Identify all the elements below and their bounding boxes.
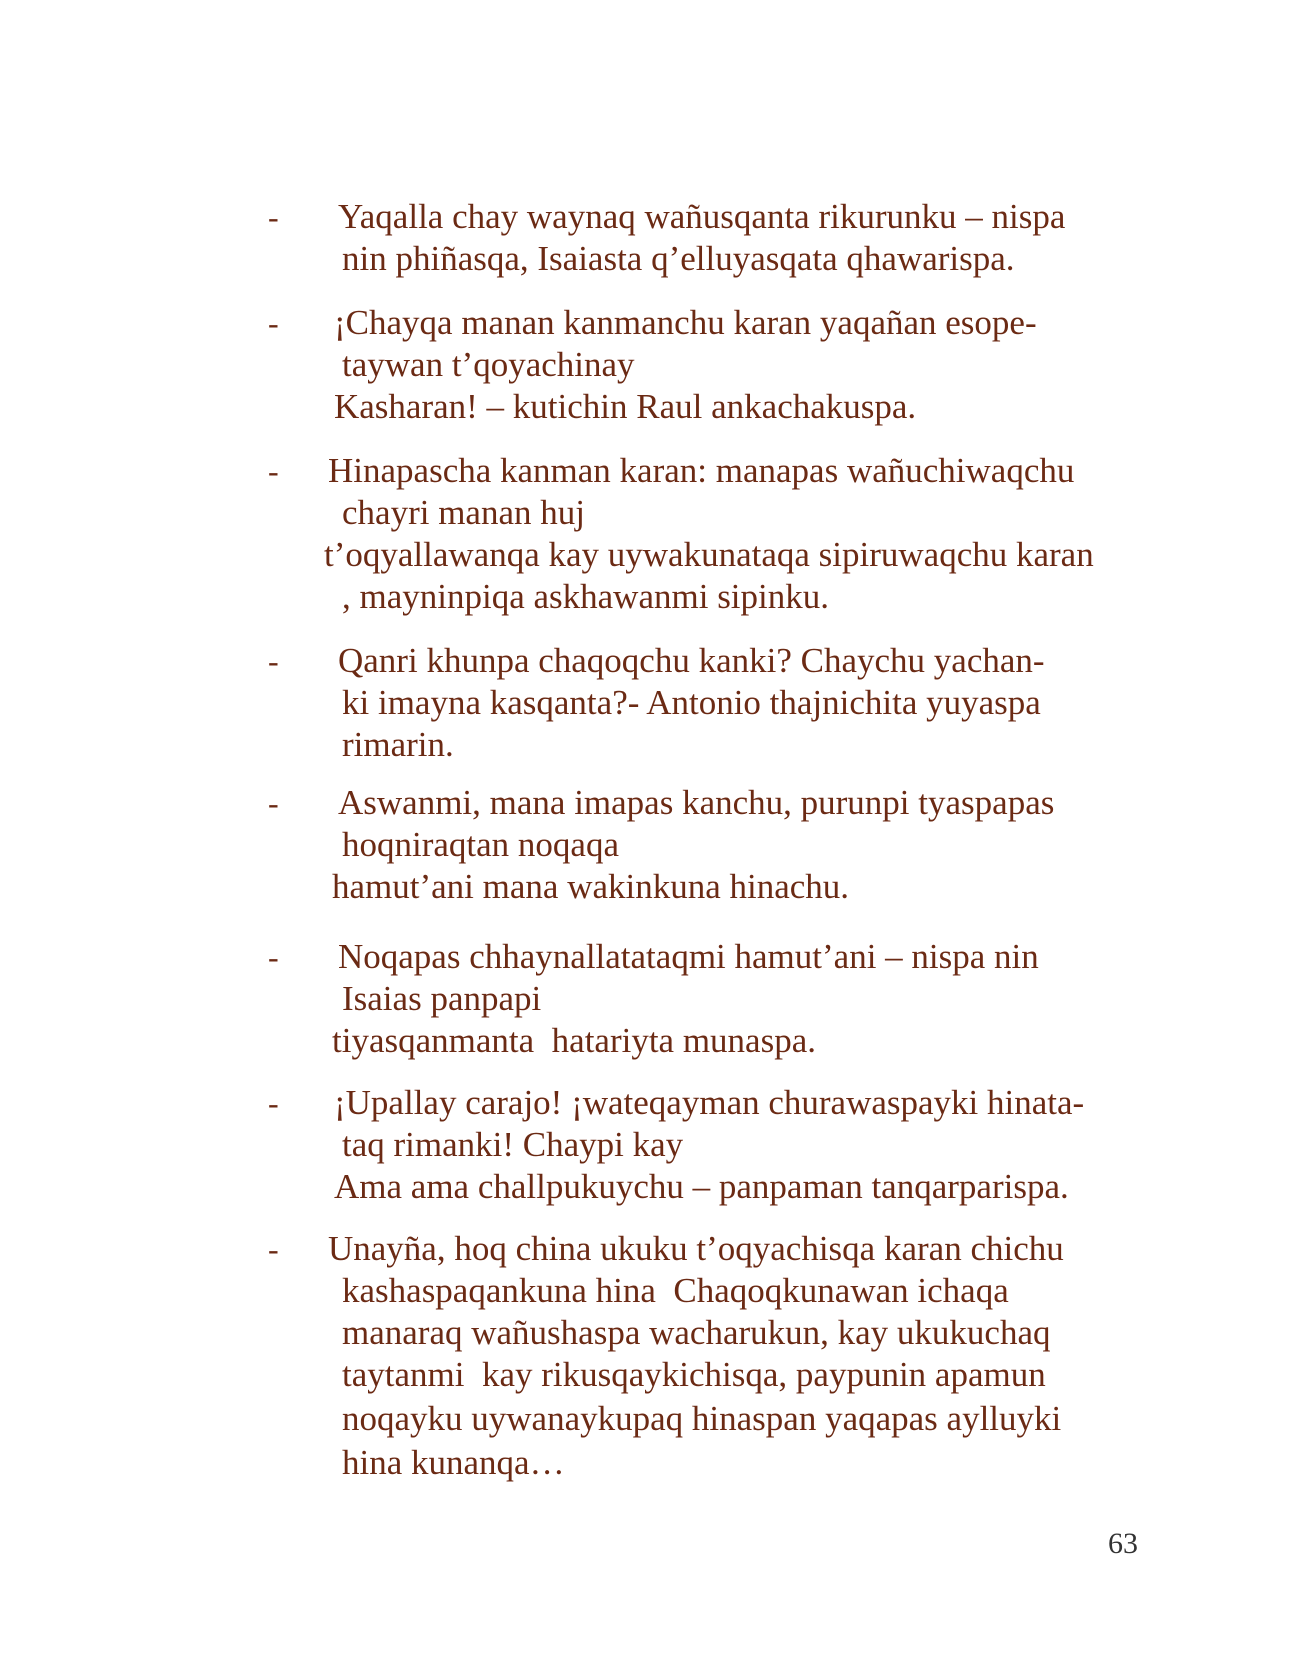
text-line: chayri manan huj [342,493,585,532]
text-line: nin phiñasqa, Isaiasta q’elluyasqata qhawarispa. [342,239,1015,278]
dialogue-dash: - [268,1231,279,1267]
text-line: ¡Upallay carajo! ¡wateqayman churawaspayki hinata- [334,1083,1085,1122]
text-line: ki imayna kasqanta?- Antonio thajnichita yuyaspa [342,683,1041,722]
text-line: , mayninpiqa askhawanmi sipinku. [342,577,830,616]
text-line: kashaspaqankuna hina Chaqoqkunawan ichaqa [342,1271,1009,1310]
text-line: hina kunanqa… [342,1443,565,1482]
dialogue-dash: - [268,939,279,975]
text-line: Isaias panpapi [342,979,542,1018]
text-line: Aswanmi, mana imapas kanchu, purunpi tyaspapas [338,783,1055,822]
text-line: rimarin. [342,725,454,764]
page-number: 63 [1108,1527,1138,1560]
text-line: ¡Chayqa manan kanmanchu karan yaqañan esope- [334,303,1037,342]
text-line: hoqniraqtan noqaqa [342,825,619,864]
text-line: tiyasqanmanta hatariyta munaspa. [332,1021,817,1060]
dialogue-dash: - [268,199,279,235]
text-line: Yaqalla chay waynaq wañusqanta rikurunku – nispa [338,197,1066,236]
text-line: Kasharan! – kutichin Raul ankachakuspa. [334,387,917,426]
text-line: taq rimanki! Chaypi kay [342,1125,684,1164]
dialogue-dash: - [268,1085,279,1121]
dialogue-dash: - [268,453,279,489]
text-line: taytanmi kay rikusqaykichisqa, paypunin apamun [342,1355,1046,1394]
text-line: Hinapascha kanman karan: manapas wañuchiwaqchu [328,451,1075,490]
text-line: Qanri khunpa chaqoqchu kanki? Chaychu yachan- [338,641,1045,680]
text-line: noqayku uywanaykupaq hinaspan yaqapas aylluyki [342,1399,1062,1438]
text-line: Noqapas chhaynallatataqmi hamut’ani – nispa nin [338,937,1039,976]
dialogue-dash: - [268,305,279,341]
text-line: hamut’ani mana wakinkuna hinachu. [332,867,850,906]
text-line: taywan t’qoyachinay [342,345,635,384]
text-line: Ama ama challpukuychu – panpaman tanqarparispa. [334,1167,1069,1206]
text-line: t’oqyallawanqa kay uywakunataqa sipiruwaqchu karan [324,535,1094,574]
dialogue-dash: - [268,643,279,679]
text-line: manaraq wañushaspa wacharukun, kay ukukuchaq [342,1313,1051,1352]
text-line: Unayña, hoq china ukuku t’oqyachisqa karan chichu [328,1229,1064,1268]
dialogue-dash: - [268,785,279,821]
